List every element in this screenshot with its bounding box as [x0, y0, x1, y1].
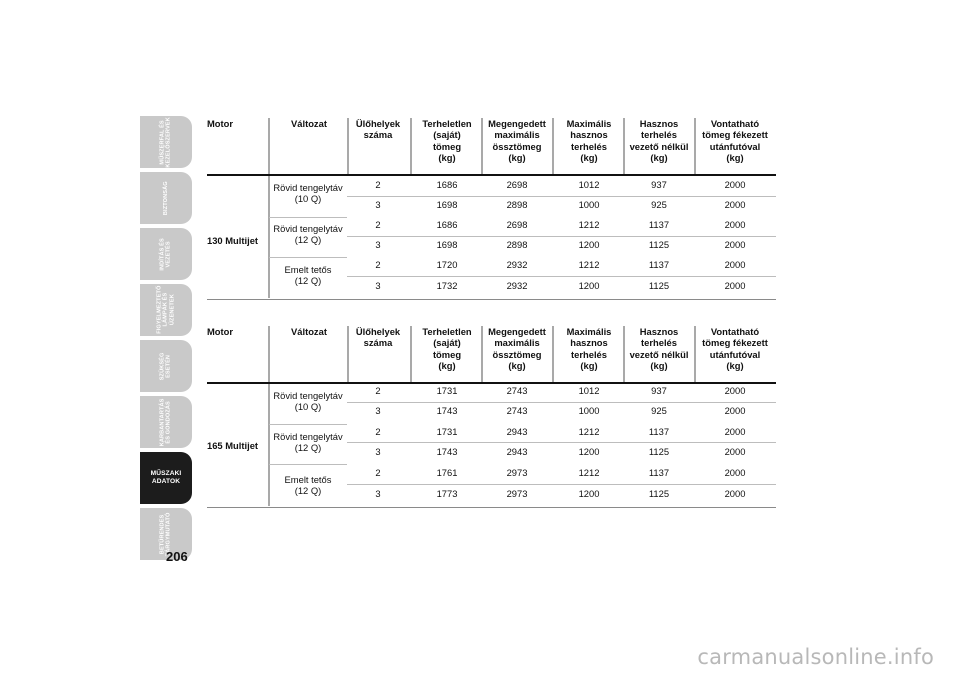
cell-gross: 2898: [506, 199, 528, 210]
cell-payload-nodriver: 1137: [648, 426, 670, 437]
cell-payload: 1212: [578, 467, 600, 478]
cell-payload: 1012: [578, 179, 600, 190]
tab-label: BETŰRENDES TÁRGYMUTATÓ: [159, 512, 172, 556]
header-motor: Motor: [207, 326, 234, 337]
cell-towable: 2000: [724, 199, 746, 210]
cell-towable: 2000: [724, 385, 746, 396]
cell-gross: 2943: [506, 426, 528, 437]
cell-payload-nodriver: 1137: [648, 259, 670, 270]
cell-unladen: 1743: [436, 446, 458, 457]
cell-payload: 1212: [578, 426, 600, 437]
header-towable-mass: Vontatható tömeg fékezett utánfutóval (kg): [702, 118, 768, 164]
header-motor: Motor: [207, 118, 234, 129]
cell-seats: 3: [375, 488, 381, 499]
cell-unladen: 1731: [436, 385, 458, 396]
cell-payload: 1012: [578, 385, 600, 396]
tab-label: INDÍTÁS ÉS VEZETÉS: [159, 237, 172, 271]
cell-payload: 1000: [578, 199, 600, 210]
cell-payload: 1212: [578, 219, 600, 230]
variant-label: Rövid tengelytáv (12 Q): [273, 223, 343, 245]
tab-label: BIZTONSÁG: [162, 181, 169, 215]
cell-towable: 2000: [724, 426, 746, 437]
tab-szukseg-eseten[interactable]: [140, 340, 192, 392]
variant-label: Rövid tengelytáv (10 Q): [273, 390, 343, 412]
variant-label: Rövid tengelytáv (10 Q): [273, 182, 343, 204]
cell-towable: 2000: [724, 219, 746, 230]
tab-label: FIGYELMEZTETŐ LÁMPÁK ÉS ÜZENETEK: [156, 285, 176, 335]
page-number: 206: [166, 549, 188, 564]
cell-towable: 2000: [724, 179, 746, 190]
cell-payload-nodriver: 1137: [648, 219, 670, 230]
cell-gross: 2698: [506, 219, 528, 230]
variant-label: Emelt tetős (12 Q): [284, 264, 332, 286]
header-gross-mass: Megengedett maximális össztömeg (kg): [488, 118, 546, 164]
cell-gross: 2973: [506, 488, 528, 499]
cell-seats: 3: [375, 199, 381, 210]
cell-seats: 2: [375, 385, 381, 396]
watermark: carmanualsonline.info: [697, 645, 934, 669]
cell-unladen: 1686: [436, 219, 458, 230]
tab-label: MŰSZERFAL ÉS KEZELŐSZERVEK: [159, 116, 172, 168]
cell-gross: 2932: [506, 280, 528, 291]
cell-payload-nodriver: 925: [651, 199, 667, 210]
cell-unladen: 1686: [436, 179, 458, 190]
cell-unladen: 1732: [436, 280, 458, 291]
header-seats: Ülőhelyek száma: [355, 118, 401, 141]
cell-towable: 2000: [724, 280, 746, 291]
cell-seats: 3: [375, 446, 381, 457]
header-max-payload: Maximális hasznos terhelés (kg): [566, 118, 612, 164]
cell-towable: 2000: [724, 467, 746, 478]
cell-payload-nodriver: 1125: [648, 446, 670, 457]
header-unladen-mass: Terheletlen (saját) tömeg (kg): [422, 326, 472, 372]
cell-unladen: 1761: [436, 467, 458, 478]
cell-payload: 1200: [578, 488, 600, 499]
tab-inditas-vezetes[interactable]: [140, 228, 192, 280]
header-payload-without-driver: Hasznos terhelés vezető nélkül (kg): [629, 118, 689, 164]
engine-label: 165 Multijet: [207, 440, 259, 451]
cell-payload-nodriver: 1125: [648, 239, 670, 250]
cell-seats: 2: [375, 467, 381, 478]
tab-figyelmezteto-lampak[interactable]: [140, 284, 192, 336]
cell-gross: 2973: [506, 467, 528, 478]
cell-payload: 1200: [578, 280, 600, 291]
cell-unladen: 1731: [436, 426, 458, 437]
cell-payload-nodriver: 937: [651, 179, 667, 190]
cell-payload-nodriver: 1125: [648, 488, 670, 499]
cell-gross: 2743: [506, 405, 528, 416]
cell-gross: 2943: [506, 446, 528, 457]
cell-towable: 2000: [724, 239, 746, 250]
tab-label: SZÜKSÉG ESETÉN: [159, 352, 172, 380]
cell-seats: 3: [375, 405, 381, 416]
cell-towable: 2000: [724, 446, 746, 457]
cell-seats: 2: [375, 426, 381, 437]
tab-karbantartas[interactable]: [140, 396, 192, 448]
cell-seats: 3: [375, 280, 381, 291]
header-gross-mass: Megengedett maximális össztömeg (kg): [488, 326, 546, 372]
cell-unladen: 1698: [436, 239, 458, 250]
tab-biztonsag[interactable]: [140, 172, 192, 224]
tab-label: KARBANTARTÁS ÉS GONDOZÁS: [159, 398, 172, 446]
cell-payload: 1200: [578, 239, 600, 250]
cell-payload: 1200: [578, 446, 600, 457]
cell-seats: 3: [375, 239, 381, 250]
cell-gross: 2932: [506, 259, 528, 270]
tab-label: MŰSZAKI ADATOK: [150, 470, 182, 485]
cell-gross: 2743: [506, 385, 528, 396]
cell-payload-nodriver: 1137: [648, 467, 670, 478]
cell-gross: 2898: [506, 239, 528, 250]
header-unladen-mass: Terheletlen (saját) tömeg (kg): [422, 118, 472, 164]
cell-payload: 1212: [578, 259, 600, 270]
variant-label: Rövid tengelytáv (12 Q): [273, 431, 343, 453]
tab-kezeloszervek[interactable]: [140, 116, 192, 168]
cell-towable: 2000: [724, 488, 746, 499]
cell-unladen: 1773: [436, 488, 458, 499]
cell-seats: 2: [375, 179, 381, 190]
cell-unladen: 1720: [436, 259, 458, 270]
cell-towable: 2000: [724, 259, 746, 270]
header-towable-mass: Vontatható tömeg fékezett utánfutóval (kg): [702, 326, 768, 372]
cell-unladen: 1743: [436, 405, 458, 416]
header-seats: Ülőhelyek száma: [355, 326, 401, 349]
variant-label: Emelt tetős (12 Q): [284, 474, 332, 496]
tab-muszaki-adatok[interactable]: [140, 452, 192, 504]
spec-table-165-multijet: [207, 326, 776, 508]
header-variant: Változat: [291, 326, 327, 337]
header-variant: Változat: [291, 118, 327, 129]
cell-towable: 2000: [724, 405, 746, 416]
cell-payload-nodriver: 937: [651, 385, 667, 396]
cell-seats: 2: [375, 259, 381, 270]
cell-seats: 2: [375, 219, 381, 230]
header-payload-without-driver: Hasznos terhelés vezető nélkül (kg): [629, 326, 689, 372]
engine-label: 130 Multijet: [207, 235, 259, 246]
spec-table-130-multijet: [207, 118, 776, 300]
cell-unladen: 1698: [436, 199, 458, 210]
cell-payload-nodriver: 1125: [648, 280, 670, 291]
cell-payload: 1000: [578, 405, 600, 416]
header-max-payload: Maximális hasznos terhelés (kg): [566, 326, 612, 372]
cell-gross: 2698: [506, 179, 528, 190]
cell-payload-nodriver: 925: [651, 405, 667, 416]
